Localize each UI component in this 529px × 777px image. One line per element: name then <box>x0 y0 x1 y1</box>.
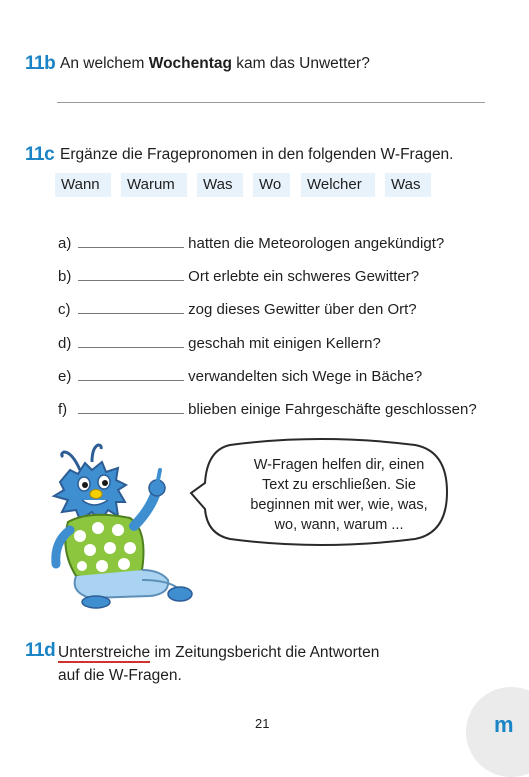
question-f <box>58 399 477 419</box>
question-label: b) <box>58 268 72 285</box>
speech-line-4: wo, wann, warum ... <box>274 517 404 533</box>
publisher-logo-letter: m <box>494 712 514 737</box>
question-text-end: kam das Unwetter? <box>231 55 370 72</box>
speech-line-3: beginnen mit wer, wie, was, <box>250 497 428 513</box>
word-chip-was-2: Was <box>385 173 431 197</box>
question-e <box>58 366 422 386</box>
blank-field[interactable] <box>78 299 184 314</box>
instruction-rest: im Zeitungsbericht die Antworten <box>150 644 380 661</box>
speech-bubble-text <box>236 455 442 535</box>
question-keyword: Wochentag <box>148 55 232 72</box>
page-number: 21 <box>255 716 270 731</box>
exercise-number-11d: 11d <box>25 640 56 661</box>
question-text-start: An welchem <box>60 55 149 72</box>
speech-line-1: W-Fragen helfen dir, einen <box>253 457 425 473</box>
blank-field[interactable] <box>78 266 184 281</box>
question-text: geschah mit einigen Kellern? <box>188 335 381 352</box>
answer-line[interactable] <box>57 102 485 103</box>
exercise-11d-instruction <box>58 641 379 687</box>
underlined-verb: Unterstreiche <box>58 644 151 661</box>
question-label: f) <box>58 401 68 418</box>
blank-field[interactable] <box>78 233 184 248</box>
question-text: Ort erlebte ein schweres Gewitter? <box>188 268 420 285</box>
question-label: e) <box>58 368 72 385</box>
question-b <box>58 266 419 286</box>
question-text: verwandelten sich Wege in Bäche? <box>188 368 423 385</box>
word-chip-welcher: Welcher <box>301 173 375 197</box>
blank-field[interactable] <box>78 333 184 348</box>
exercise-number-11b: 11b <box>25 53 56 74</box>
exercise-11c-instruction: Ergänze die Fragepronomen in den folgenden W-Fragen. <box>60 146 454 163</box>
instruction-line-2: auf die W-Fragen. <box>58 667 182 684</box>
question-a <box>58 233 444 253</box>
word-chip-was: Was <box>197 173 243 197</box>
exercise-11b-question <box>60 55 370 73</box>
question-label: a) <box>58 235 72 252</box>
word-chip-wann: Wann <box>55 173 111 197</box>
question-label: c) <box>58 301 71 318</box>
exercise-number-11c: 11c <box>25 144 55 165</box>
word-chip-warum: Warum <box>121 173 187 197</box>
question-text: hatten die Meteorologen angekündigt? <box>188 235 445 252</box>
speech-line-2: Text zu erschließen. Sie <box>262 477 416 493</box>
word-chip-wo: Wo <box>253 173 290 197</box>
blank-field[interactable] <box>78 366 184 381</box>
blank-field[interactable] <box>78 399 184 414</box>
question-text: blieben einige Fahrgeschäfte geschlossen? <box>188 401 477 418</box>
monster-illustration <box>30 430 205 620</box>
question-c <box>58 299 417 319</box>
question-d <box>58 333 381 353</box>
question-text: zog dieses Gewitter über den Ort? <box>188 301 417 318</box>
question-label: d) <box>58 335 72 352</box>
instruction-line-1 <box>58 641 379 664</box>
